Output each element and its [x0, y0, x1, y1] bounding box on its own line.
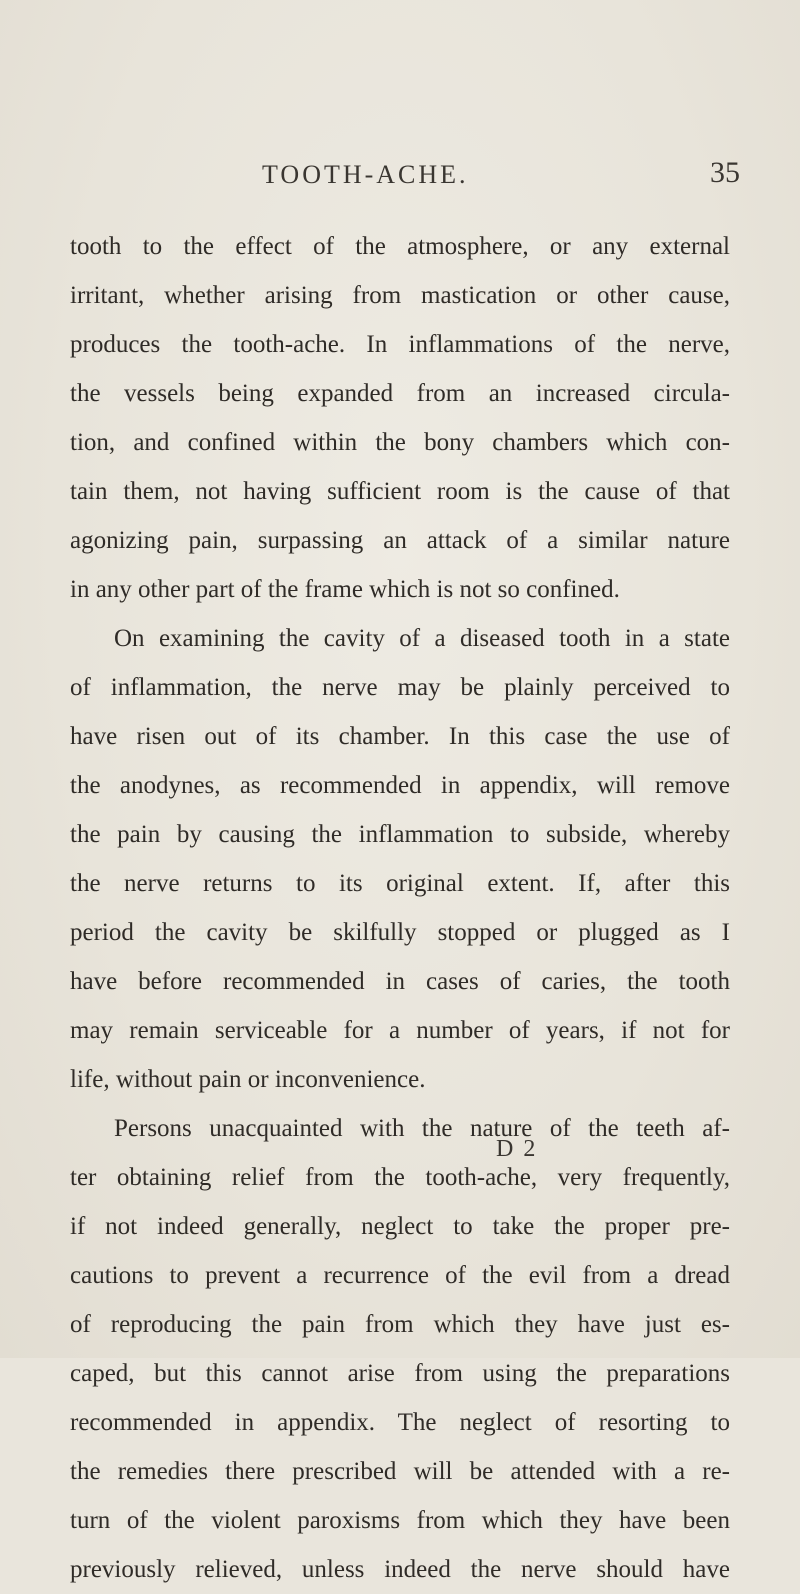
text-line: life, without pain or inconvenience.	[70, 1066, 426, 1093]
text-line: the pain by causing the inflammation to subside, whereby	[70, 821, 730, 848]
text-line: may remain serviceable for a number of years, if not for	[70, 1017, 730, 1044]
signature-mark: D 2	[496, 1136, 538, 1162]
text-line: caped, but this cannot arise from using the preparations	[70, 1360, 730, 1387]
body-text	[70, 222, 730, 1594]
text-line: the vessels being expanded from an increased circula-	[70, 380, 730, 407]
text-line: turn of the violent paroxisms from which they have been	[70, 1507, 730, 1534]
text-line: have risen out of its chamber. In this case the use of	[70, 723, 730, 750]
running-head	[0, 156, 800, 200]
text-line: period the cavity be skilfully stopped or plugged as I	[70, 919, 730, 946]
text-line: agonizing pain, surpassing an attack of a similar nature	[70, 527, 730, 554]
text-line: On examining the cavity of a diseased tooth in a state	[114, 625, 730, 652]
text-line: the anodynes, as recommended in appendix, will remove	[70, 772, 730, 799]
text-line: recommended in appendix. The neglect of resorting to	[70, 1409, 730, 1436]
text-line: of reproducing the pain from which they have just es-	[70, 1311, 730, 1338]
text-line: tooth to the effect of the atmosphere, or any external	[70, 233, 730, 260]
text-line: in any other part of the frame which is not so confined.	[70, 576, 620, 603]
text-line: if not indeed generally, neglect to take the proper pre-	[70, 1213, 730, 1240]
text-line: produces the tooth-ache. In inflammations of the nerve,	[70, 331, 730, 358]
text-line: the remedies there prescribed will be attended with a re-	[70, 1458, 730, 1485]
text-line: the nerve returns to its original extent. If, after this	[70, 870, 730, 897]
text-line: Persons unacquainted with the nature of the teeth af-	[114, 1115, 730, 1142]
text-line: irritant, whether arising from mastication or other cause,	[70, 282, 730, 309]
text-line: ter obtaining relief from the tooth-ache, very frequently,	[70, 1164, 730, 1191]
text-line: of inflammation, the nerve may be plainly perceived to	[70, 674, 730, 701]
text-line: tion, and confined within the bony chambers which con-	[70, 429, 730, 456]
text-line: previously relieved, unless indeed the nerve should have	[70, 1556, 730, 1583]
page-number: 35	[710, 156, 740, 189]
text-line: tain them, not having sufficient room is the cause of that	[70, 478, 730, 505]
text-line: cautions to prevent a recurrence of the evil from a dread	[70, 1262, 730, 1289]
text-line: have before recommended in cases of caries, the tooth	[70, 968, 730, 995]
page-title: TOOTH-ACHE.	[262, 160, 469, 189]
